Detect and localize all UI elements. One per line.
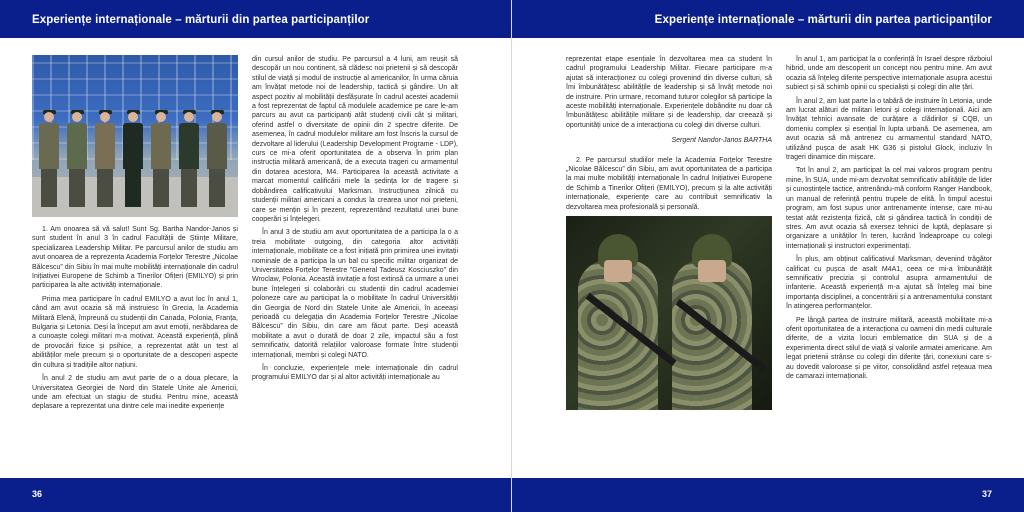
person-figure xyxy=(578,260,658,410)
header-band xyxy=(512,0,1024,38)
paragraph: În anul 2, am luat parte la o tabără de instruire în Letonia, unde am lucrat alături de militari letoni și colegi internaționali. Aici am învățat tehnici avansate de curățare a clădirilor și CQB, un domeniu complex și esențial în lupta urbană. De asemenea, am avut ocazia să mă antrenez cu armamentul standard NATO, utilizând pușca de asalt HK G36 și pistolul Glock, incluziv în trageri dinamice din mișcare. xyxy=(786,97,992,162)
person-figure xyxy=(178,110,200,207)
paragraph: În concluzie, experiențele mele internaționale din cadrul programului EMILYO dar și al altor activități internaționale au xyxy=(252,365,458,382)
person-figure xyxy=(94,110,116,207)
footer-band xyxy=(0,478,512,512)
paragraph: Pe lângă partea de instruire militară, această mobilitate mi-a oferit oportunitatea de a interacționa cu oameni din medii culturale diferite, de a vizita locuri emblematice din SUA și de a experimenta direct stilul de viață și valorile armatei americane. Am legat prietenii strânse cu colegi din diferite țări, conexiuni care s-au dovedit valoroase și pe viitor, consolidând astfel rețeaua mea de camarazi internaționali. xyxy=(786,316,992,380)
paragraph: În anul 2 de studiu am avut parte de o a doua plecare, la Universitatea Georgiei de Nord din Statele Unite ale Americii, unde am efectuat un stagiu de studiu. Pentru mine, această deplasare a reprezentat una dintre cele mai inedite experiențe xyxy=(32,375,238,411)
paragraph: din cursul anilor de studiu. Pe parcursul a 4 luni, am reușit să descopăr un nou continent, să clădesc noi prietenii și să descopăr stilul de viață și modul de instrucție al americanilor, în urma căruia am învățat metode noi de leadership, tactică și gândire. Un alt aspect pozitiv al mobilității desfășurate în cadrul acestei academii a fost reprezentat de faptul că modulele academice pe care le-am parcurs au avut ca participanți atât studenți civili cât și militari, oferind astfel o diversitate de opinii din 2 spectre diferite. De asemenea, în cadrul modulelor militare am fost înscris la cursul de dezvoltare al liderului (Leadership Development Programe - LDP), curs ce mi-a oferit oportunitatea de a observa în prim plan instrucția militară americană, de a executa trageri cu armamentul din dotarea acestora, M4. Participarea la această activitate a marcat momentul calificării mele la ședința lor de tragere și dobândirea calificativului Marksman. Instrucțiunea zilnică cu studenții militari americani a condus la crearea unor noi prieteni, care se mențin și în prezent, reprezentând rezultatul unei bune cooperări și înțelegeri. xyxy=(252,56,458,223)
page-number: 36 xyxy=(32,489,43,499)
paragraph: În anul 1, am participat la o conferință în Israel despre războiul hibrid, unde am descoperit un concept nou pentru mine. Am avut ocazia să înțeleg diferite perspective internaționale asupra acestui subiect și să schimb opinii cu specialiști și colegi din alte țări. xyxy=(786,56,992,92)
paragraph: 1. Am onoarea să vă salut! Sunt Sg. Bartha Nandor-Janos și sunt student în anul 3 în cadrul Facultății de Științe Militare, specializarea Leadership Militar. Pe parcursul anilor de studiu am avut onoarea de a reprezenta Academia Forțelor Terestre „Nicolae Bălcescu” din Sibiu în mai multe mobilități internaționale din cadrul Inițiativei Europene de Schimb a Tinerilor Ofițeri (EMILYO) și prin participarea la alte activități internaționale. xyxy=(32,226,238,290)
page-title: Experiențe internaționale – mărturii din partea participanților xyxy=(654,14,992,26)
footer-band xyxy=(512,478,1024,512)
paragraph: Tot în anul 2, am participat la cel mai valoros program pentru mine, în SUA, unde mi-am dezvoltat semnificativ abilitățile de lider și cunoștințele tactice, antrenându-mă conform Ranger Handbook, un manual de referință pentru trupele de elită. În timpul acestui program, am fost supus unor antrenamente intense, care mi-au testat atât rezistența fizică, cât și gândirea tactică în condiții de stres. Am avut ocazia să exersez tehnici de luptă, deplasare și organizare a unităților în teren, lucrând îndeaproape cu colegi internaționali și instructori experimentați. xyxy=(786,167,992,250)
person-figure xyxy=(122,110,144,207)
right-column-1 xyxy=(566,55,772,461)
page-number: 37 xyxy=(981,489,992,499)
left-column-1 xyxy=(32,55,238,461)
header-band xyxy=(0,0,512,38)
person-figure xyxy=(66,110,88,207)
person-figure xyxy=(150,110,172,207)
page-title: Experiențe internaționale – mărturii din partea participanților xyxy=(32,14,370,26)
group-photo xyxy=(32,55,238,217)
paragraph: reprezentat etape esențiale în dezvoltarea mea ca student în cadrul programului Leadership Militar. Fiecare participare m-a ajutat să interacționez cu colegi provenind din diverse culturi, să îmi îmbunătățesc abilitățile de leadership și să învăț metode noi de instruire. Prin urmare, recomand tuturor colegilor să participe la aceste mobilități internaționale. Experiențele dobândite nu doar că îmbunătățesc abilitățile militare și de leadership, dar creează și oportunități unice de a interacționa cu colegi din diverse culturi. xyxy=(566,56,772,129)
person-figure xyxy=(38,110,60,207)
soldiers-photo xyxy=(566,216,772,410)
right-column-2 xyxy=(786,55,992,461)
paragraph: În anul 3 de studiu am avut oportunitatea de a participa la o a treia mobilitate outgoing, din categoria altor activități internaționale, mobilitate ce a fost inițiată prin primirea unei invitații nominale de a participa la un bal cu specific militar organizat de Universitatea Forțelor Terestre "General Tadeusz Kosciuszko" din Wroclaw, Polonia. Această invitație a fost extinsă ca urmare a unei bune înțelegeri și colaborări cu studenții din cadrul academiei poloneze care au participat la o mobilitate în cadrul Universității din Georgia de Nord din Statele Unite ale Americii, în aceeași perioadă cu delegația din Academia Forțelor Terestre „Nicolae Bălcescu” din Sibiu, din care am făcut parte. Deși această mobilitate a avut o durată de doar 2 zile, impactul său a fost semnificativ, datorită relațiilor valoroase formate între studenții internaționali, membri și colegi NATO. xyxy=(252,229,458,359)
paragraph: Prima mea participare în cadrul EMILYO a avut loc în anul 1, când am avut ocazia să mă instruiesc în Grecia, la Academia Militară Elenă, împreună cu studenții din Canada, Polonia, Franța, Bulgaria și Letonia. Deși la început am avut emoții, nerăbdarea de a cunoaște colegi militari m-a motivat. Această experiență, plină de provocări fizice și psihice, a reprezentat atât un test al abilităților mele precum și o oportunitate de a descoperi aspecte din cultura și tradițiile altor națiuni. xyxy=(32,295,238,369)
signature: Sergent Nandor-Janos BARTHA xyxy=(671,137,772,145)
left-column-2 xyxy=(252,55,458,461)
person-figure xyxy=(206,110,228,207)
paragraph: 2. Pe parcursul studiilor mele la Academia Forțelor Terestre „Nicolae Bălcescu” din Sibiu, am avut oportunitatea de a participa la mai multe mobilități internaționale în cadrul Inițiativei Europene de Schimb a Tinerilor Ofițeri (EMILYO), precum și la alte activități internaționale, experiențe care au contribuit semnificativ la dezvoltarea mea profesională și personală. xyxy=(566,156,772,211)
person-figure xyxy=(672,260,752,410)
paragraph: În plus, am obținut calificativul Marksman, devenind trăgător calificat cu pușca de asalt M4A1, ceea ce mi-a îmbunătățit semnificativ precizia și controlul asupra armamentului de infanterie. Această experiență m-a ajutat să înțeleg mai bine importanța disciplinei, a concentrării și a antrenamentului constant în atingerea performanțelor. xyxy=(786,256,992,311)
